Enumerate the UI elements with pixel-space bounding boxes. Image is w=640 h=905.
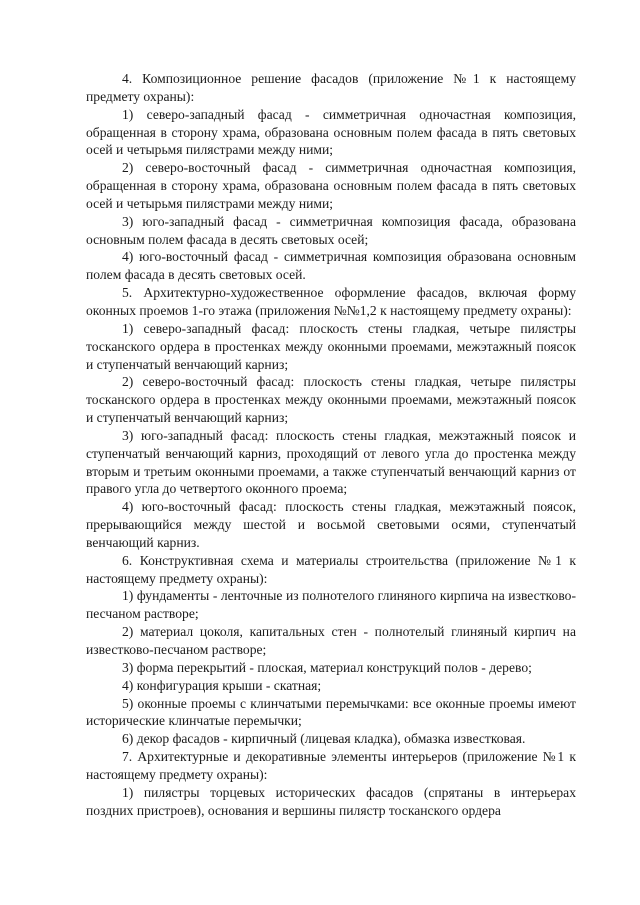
section-4-item-2: 2) северо-восточный фасад - симметричная одночастная композиция, обращенная в сторону храма, образована основным полем фасада в пять световых осей и четырьмя пилястрами между ними; bbox=[86, 160, 576, 211]
section-5-item-4: 4) юго-восточный фасад: плоскость стены гладкая, межэтажный поясок, прерывающийся между шестой и восьмой световыми осями, ступенчатый венчающий карниз. bbox=[86, 499, 576, 550]
section-6-item-2: 2) материал цоколя, капитальных стен - полнотелый глиняный кирпич на известково-песчаном растворе; bbox=[86, 624, 576, 657]
section-5-item-3: 3) юго-западный фасад: плоскость стены гладкая, межэтажный поясок и ступенчатый венчающий карниз, проходящий от левого угла до простенка между вторым и третьим оконными проемами, а также ступенчатый венчающий карниз от правого угла до четвертого оконного проема; bbox=[86, 427, 576, 497]
section-4-item-3: 3) юго-западный фасад - симметричная композиция фасада, образована основным полем фасада в десять световых осей; bbox=[86, 213, 576, 247]
section-4-item-1: 1) северо-западный фасад - симметричная одночастная композиция, обращенная в сторону храма, образована основным полем фасада в пять световых осей и четырьмя пилястрами между ними; bbox=[86, 106, 576, 158]
section-5-item-1: 1) северо-западный фасад: плоскость стены гладкая, четыре пилястры тосканского ордера в простенках между оконными проемами, межэтажный поясок и ступенчатый венчающий карниз; bbox=[86, 320, 576, 372]
section-4-heading: 4. Композиционное решение фасадов (приложение №1 к настоящему предмету охраны): bbox=[86, 71, 576, 104]
section-6-item-6: 6) декор фасадов - кирпичный (лицевая кладка), обмазка известковая. bbox=[122, 731, 526, 747]
section-6-item-3: 3) форма перекрытий - плоская, материал конструкций полов - дерево; bbox=[122, 659, 532, 675]
section-6-heading: 6. Конструктивная схема и материалы строительства (приложение №1 к настоящему предмету охраны): bbox=[86, 552, 576, 586]
section-4-item-4: 4) юго-восточный фасад - симметричная композиция образована основным полем фасада в десять световых осей. bbox=[86, 249, 576, 283]
section-6-item-1: 1) фундаменты - ленточные из полнотелого глиняного кирпича на известково-песчаном растворе; bbox=[86, 588, 576, 622]
section-6-item-4: 4) конфигурация крыши - скатная; bbox=[122, 677, 322, 693]
section-5-item-2: 2) северо-восточный фасад: плоскость стены гладкая, четыре пилястры тосканского ордера в простенках между оконными проемами, межэтажный поясок и ступенчатый венчающий карниз; bbox=[86, 374, 576, 426]
section-7-heading: 7. Архитектурные и декоративные элементы интерьеров (приложение №1 к настоящему предмету охраны): bbox=[86, 749, 576, 782]
section-6-item-5: 5) оконные проемы с клинчатыми перемычками: все оконные проемы имеют исторические клинчатые перемычки; bbox=[86, 695, 576, 729]
section-7-item-1: 1) пилястры торцевых исторических фасадов (спрятаны в интерьерах поздних пристроев), основания и вершины пилястр тосканского ордера bbox=[86, 784, 576, 818]
document-page bbox=[86, 70, 576, 819]
section-5-heading: 5. Архитектурно-художественное оформление фасадов, включая форму оконных проемов 1-го этажа (приложения №№1,2 к настоящему предмету охраны): bbox=[86, 285, 576, 318]
